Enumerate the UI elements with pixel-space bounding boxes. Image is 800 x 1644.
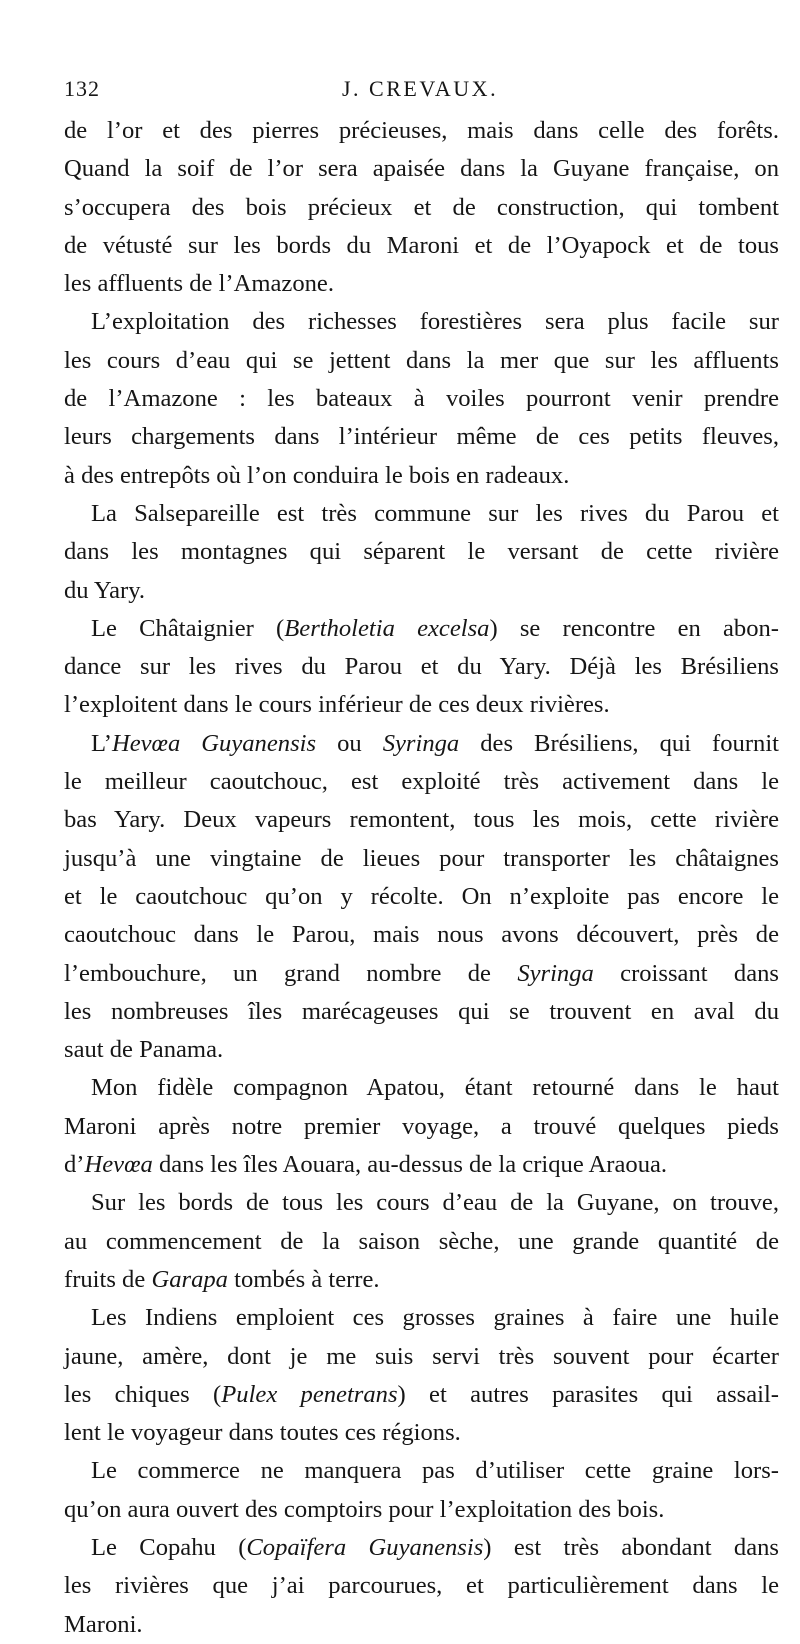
text-line (64, 572, 779, 610)
text-line (64, 1414, 779, 1452)
italic-term: Pulex penetrans (221, 1380, 398, 1408)
text-line (64, 1567, 779, 1605)
text-run: ) se rencontre en abon- (489, 614, 779, 642)
text-line (64, 916, 779, 954)
text-line (64, 533, 779, 571)
text-line (64, 763, 779, 801)
text-line (64, 150, 779, 188)
text-line (64, 1223, 779, 1261)
page-header (64, 76, 764, 104)
text-run: lent le voyageur dans toutes ces régions. (64, 1419, 461, 1447)
text-line (64, 303, 779, 341)
text-run: le meilleur caoutchouc, est exploité très activement dans le (64, 768, 779, 796)
italic-term: Syringa (517, 959, 594, 987)
text-line (64, 1606, 779, 1644)
text-line (64, 495, 779, 533)
text-line (64, 1452, 779, 1490)
text-run: fruits de (64, 1265, 152, 1293)
text-run: d’ (64, 1151, 85, 1179)
text-line (64, 380, 779, 418)
text-run: jusqu’à une vingtaine de lieues pour transporter les châtaignes (64, 844, 779, 872)
text-run: La Salsepareille est très commune sur les rives du Parou et (91, 499, 779, 527)
text-line (64, 227, 779, 265)
text-run: Le commerce ne manquera pas d’utiliser cette graine lors- (91, 1457, 779, 1485)
text-line (64, 342, 779, 380)
text-run: dance sur les rives du Parou et du Yary. Déjà les Brésiliens (64, 653, 779, 681)
text-line (64, 112, 779, 150)
text-run: de l’Amazone : les bateaux à voiles pourront venir prendre (64, 385, 779, 413)
text-run: L’ (91, 729, 112, 757)
text-run: ) est très abondant dans (483, 1533, 780, 1561)
text-run: ou (316, 729, 383, 757)
text-run: les cours d’eau qui se jettent dans la mer que sur les affluents (64, 346, 779, 374)
text-line (64, 1108, 779, 1146)
text-run: au commencement de la saison sèche, une grande quantité de (64, 1227, 779, 1255)
text-run: de l’or et des pierres précieuses, mais dans celle des forêts. (64, 117, 779, 144)
text-run: bas Yary. Deux vapeurs remontent, tous les mois, cette rivière (64, 806, 779, 834)
text-run: Le Châtaignier ( (91, 614, 285, 642)
italic-term: Syringa (382, 729, 460, 757)
text-run: Quand la soif de l’or sera apaisée dans la Guyane française, on (64, 155, 779, 183)
text-line (64, 189, 779, 227)
body-text (64, 112, 779, 1644)
italic-term: Hevœa Guyanensis (111, 729, 317, 757)
italic-term: Copaïfera Guyanensis (246, 1533, 484, 1561)
text-line (64, 1184, 779, 1222)
text-run: les nombreuses îles marécageuses qui se trouvent en aval du (64, 997, 779, 1025)
text-run: et le caoutchouc qu’on y récolte. On n’exploite pas encore le (64, 882, 779, 910)
text-run: à des entrepôts où l’on conduira le bois en radeaux. (64, 461, 570, 489)
text-run: Les Indiens emploient ces grosses graines à faire une huile (91, 1304, 779, 1332)
italic-term: Garapa (151, 1265, 228, 1293)
text-line (64, 686, 779, 724)
text-run: leurs chargements dans l’intérieur même de ces petits fleuves, (64, 423, 779, 451)
text-run: dans les îles Aouara, au-dessus de la crique Araoua. (152, 1151, 668, 1179)
text-run: les chiques ( (64, 1380, 222, 1408)
text-run: du Yary. (64, 576, 146, 604)
text-run: l’exploitent dans le cours inférieur de ces deux rivières. (64, 691, 610, 719)
text-run: qu’on aura ouvert des comptoirs pour l’exploitation des bois. (64, 1495, 665, 1523)
text-line (64, 878, 779, 916)
text-run: Mon fidèle compagnon Apatou, étant retourné dans le haut (91, 1074, 779, 1102)
text-run: jaune, amère, dont je me suis servi très souvent pour écarter (64, 1342, 779, 1370)
text-line (64, 265, 779, 303)
text-line (64, 1299, 779, 1337)
text-line (64, 610, 779, 648)
text-line (64, 840, 779, 878)
text-run: caoutchouc dans le Parou, mais nous avons découvert, près de (64, 921, 779, 949)
text-line (64, 418, 779, 456)
text-line (64, 457, 779, 495)
text-line (64, 801, 779, 839)
text-run: l’embouchure, un grand nombre de (64, 959, 518, 987)
text-line (64, 1146, 779, 1184)
text-line (64, 1069, 779, 1107)
text-run: des Brésiliens, qui fournit (459, 729, 779, 757)
text-run: Maroni. (64, 1610, 143, 1638)
text-line (64, 725, 779, 763)
text-line (64, 1031, 779, 1069)
text-line (64, 1529, 779, 1567)
text-run: les affluents de l’Amazone. (64, 270, 334, 298)
text-run: s’occupera des bois précieux et de construction, qui tombent (64, 193, 779, 221)
text-line (64, 993, 779, 1031)
text-line (64, 1376, 779, 1414)
text-line (64, 955, 779, 993)
running-head: J. CREVAUX. (342, 76, 499, 101)
text-run: Maroni après notre premier voyage, a trouvé quelques pieds (64, 1112, 779, 1140)
text-run: ) et autres parasites qui assail- (397, 1380, 779, 1408)
text-line (64, 648, 779, 686)
text-run: dans les montagnes qui séparent le versant de cette rivière (64, 538, 779, 566)
text-line (64, 1338, 779, 1376)
italic-term: Bertholetia excelsa (284, 614, 490, 642)
text-run: tombés à terre. (227, 1265, 380, 1293)
text-run: croissant dans (593, 959, 779, 987)
text-run: de vétusté sur les bords du Maroni et de l’Oyapock et de tous (64, 231, 779, 259)
text-run: L’exploitation des richesses forestières sera plus facile sur (91, 308, 779, 336)
text-line (64, 1261, 779, 1299)
text-run: saut de Panama. (64, 1036, 224, 1064)
page-number: 132 (64, 76, 100, 101)
text-run: les rivières que j’ai parcourues, et particulièrement dans le (64, 1572, 779, 1600)
text-run: Sur les bords de tous les cours d’eau de la Guyane, on trouve, (91, 1189, 779, 1217)
italic-term: Hevœa (84, 1151, 153, 1179)
text-line (64, 1491, 779, 1529)
text-run: Le Copahu ( (91, 1533, 247, 1561)
